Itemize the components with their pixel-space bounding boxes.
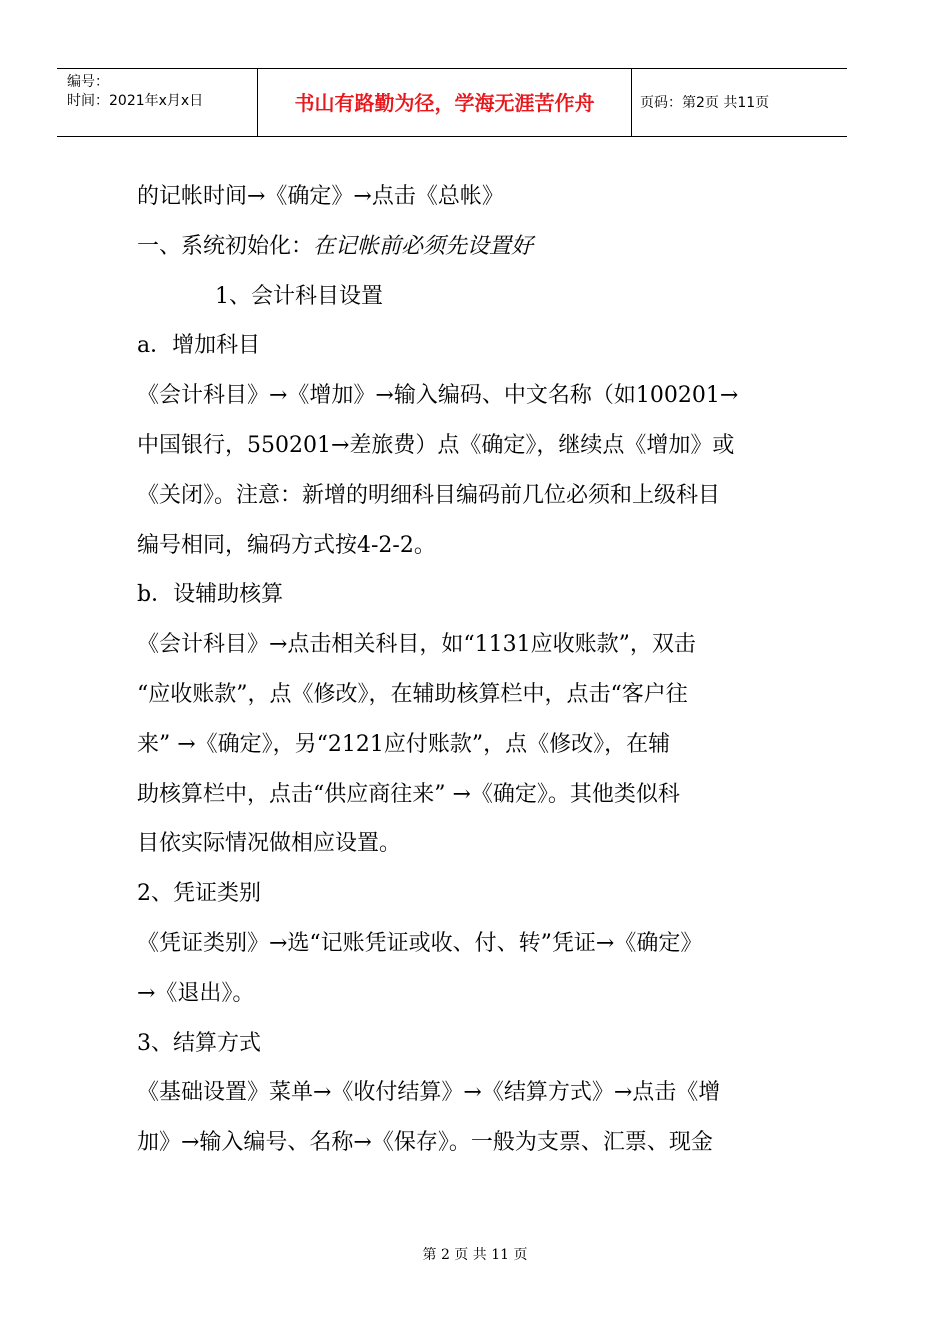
body-line: 《会计科目》→《增加》→输入编码、中文名称（如100201→ [137, 383, 739, 409]
body-line: 的记帐时间→《确定》→点击《总帐》 [137, 184, 504, 209]
header-page-cell [632, 69, 847, 136]
item-heading: b．设辅助核算 [137, 582, 284, 608]
body-line: →《退出》。 [137, 980, 255, 1006]
document-body [137, 172, 771, 1168]
page-footer [0, 1246, 950, 1264]
section-heading-note: 在记帐前必须先设置好 [313, 233, 534, 259]
body-line: 中国银行，550201→差旅费）点《确定》，继续点《增加》或 [137, 432, 735, 458]
body-line: 来” →《确定》，另“2121应付账款”，点《修改》，在辅 [137, 731, 671, 757]
page-header [57, 68, 847, 137]
document-date-label: 时间：2021年x月x日 [67, 93, 204, 109]
body-line: 《关闭》。注意：新增的明细科目编码前几位必须和上级科目 [137, 482, 721, 508]
body-line: 编号相同，编码方式按4-2-2。 [137, 532, 436, 558]
subsection-heading: 2、凭证类别 [137, 881, 261, 907]
header-info-cell [57, 69, 258, 136]
footer-page-number: 第 2 页 共 11 页 [422, 1247, 528, 1263]
header-page-number: 页码：第2页 共11页 [640, 95, 770, 111]
body-line: 《会计科目》→点击相关科目，如“1131应收账款”，双击 [137, 632, 696, 658]
body-line: 加》→输入编号、名称→《保存》。一般为支票、汇票、现金 [137, 1130, 713, 1156]
body-line: 《凭证类别》→选“记账凭证或收、付、转”凭证→《确定》 [137, 930, 703, 956]
subsection-heading: 1、会计科目设置 [215, 283, 383, 309]
document-number-label: 编号： [67, 74, 109, 90]
subsection-heading: 3、结算方式 [137, 1030, 261, 1056]
section-heading [137, 222, 771, 272]
header-motto: 书山有路勤为径，学海无涯苦作舟 [294, 91, 595, 115]
body-line: 目依实际情况做相应设置。 [137, 831, 402, 857]
body-line: 助核算栏中，点击“供应商往来” →《确定》。其他类似科 [137, 781, 680, 807]
item-heading: a．增加科目 [137, 333, 261, 359]
header-motto-cell [258, 69, 632, 136]
section-heading-text: 一、系统初始化： [137, 233, 314, 259]
body-line: 《基础设置》菜单→《收付结算》→《结算方式》→点击《增 [137, 1080, 721, 1106]
body-line: “应收账款”，点《修改》，在辅助核算栏中，点击“客户往 [137, 681, 688, 707]
